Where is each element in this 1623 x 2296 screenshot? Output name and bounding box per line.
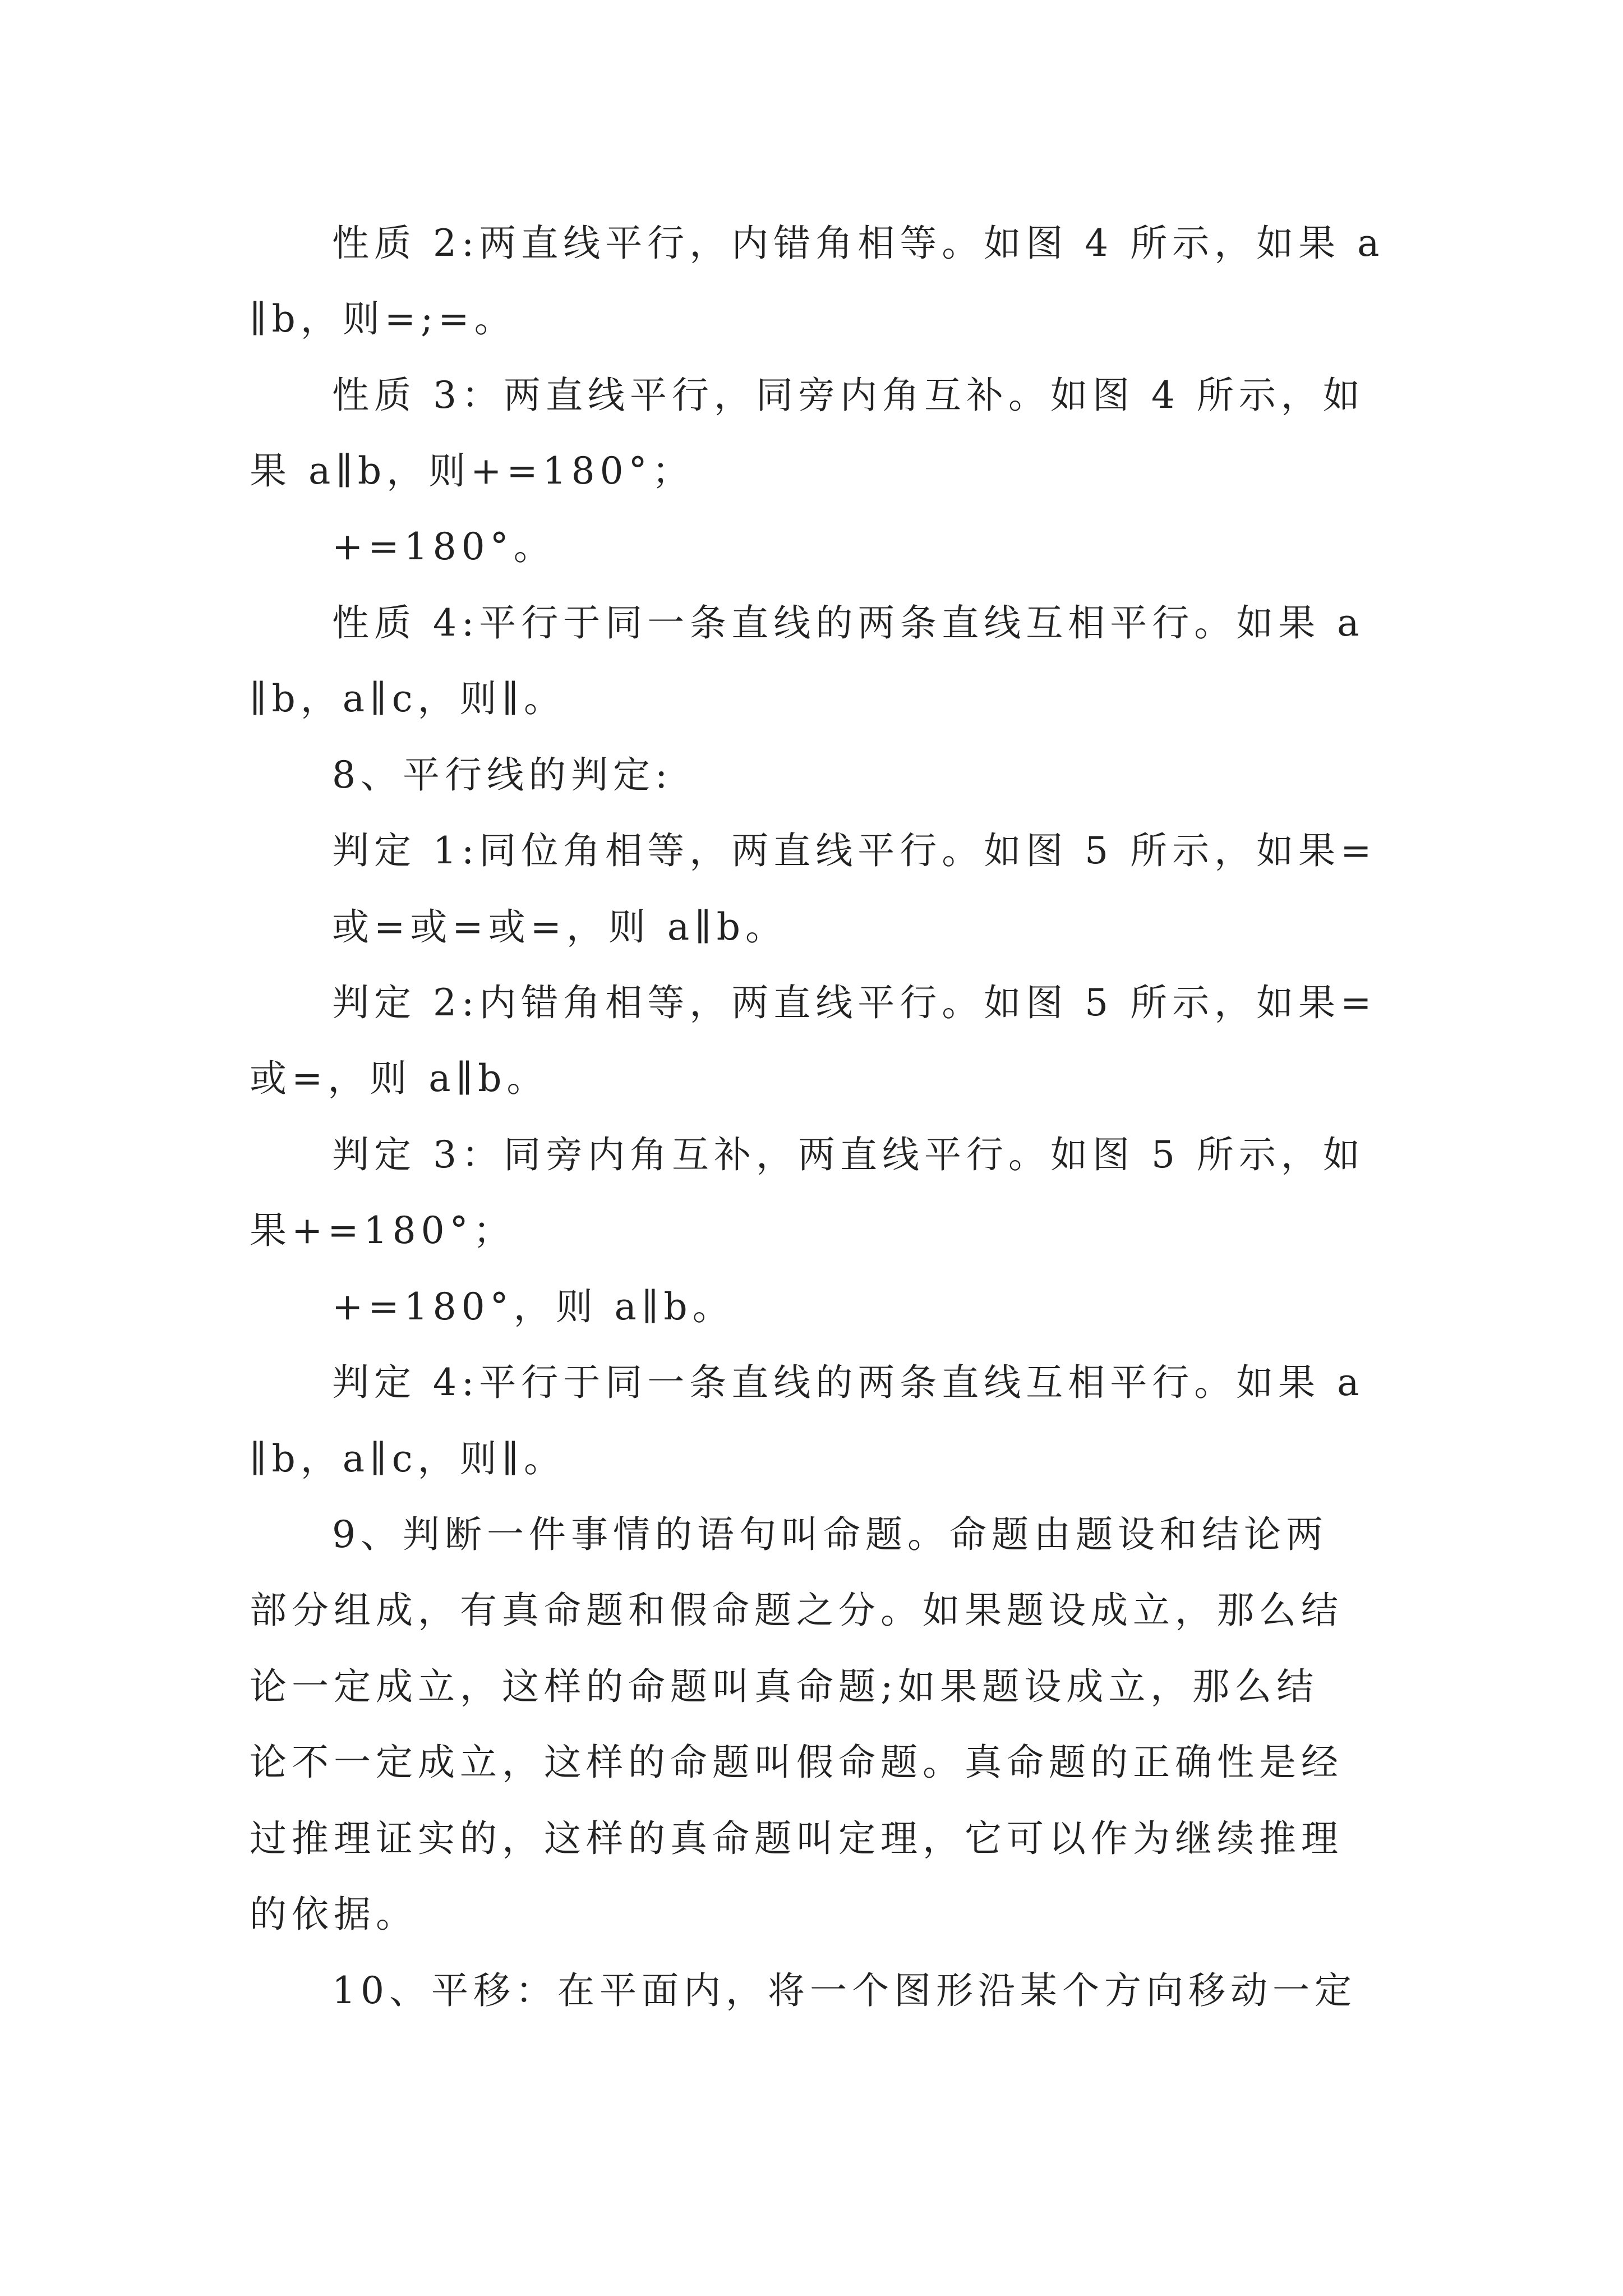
text-line: 9、判断一件事情的语句叫命题。命题由题设和结论两 [332,1513,1328,1556]
section-heading: 8、平行线的判定: [332,753,673,797]
text-line: 性质 4:平行于同一条直线的两条直线互相平行。如果 a [332,601,1364,645]
text-line: +=180°，则 a∥b。 [332,1285,735,1328]
text-line: 过推理证实的，这样的真命题叫定理，它可以作为继续推理 [250,1817,1343,1860]
text-line: 判定 2:内错角相等，两直线平行。如图 5 所示，如果= [332,981,1377,1024]
text-line: ∥b，则=;=。 [250,297,517,341]
text-line: 或=，则 a∥b。 [250,1057,549,1100]
text-line: 或=或=或=，则 a∥b。 [332,905,787,949]
text-line: 判定 1:同位角相等，两直线平行。如图 5 所示，如果= [332,829,1377,872]
text-line: 性质 2:两直线平行，内错角相等。如图 4 所示，如果 a [332,222,1385,265]
text-line: 判定 4:平行于同一条直线的两条直线互相平行。如果 a [332,1361,1364,1404]
text-line: 的依据。 [250,1893,418,1936]
text-line: 果 a∥b，则+=180°； [250,449,694,493]
text-line: 论不一定成立，这样的命题叫假命题。真命题的正确性是经 [250,1741,1343,1784]
text-line: 性质 3：两直线平行，同旁内角互补。如图 4 所示，如 [332,374,1365,417]
text-line: 10、平移：在平面内，将一个图形沿某个方向移动一定 [332,1969,1357,2012]
text-line: ∥b，a∥c，则∥。 [250,1437,566,1480]
text-line: 论一定成立，这样的命题叫真命题;如果题设成立，那么结 [250,1665,1319,1708]
text-line: 果+=180°； [250,1209,515,1252]
text-line: 部分组成，有真命题和假命题之分。如果题设成立，那么结 [250,1589,1343,1632]
text-line: +=180°。 [332,525,556,568]
text-line: 判定 3：同旁内角互补，两直线平行。如图 5 所示，如 [332,1133,1365,1176]
text-line: ∥b，a∥c，则∥。 [250,677,566,720]
